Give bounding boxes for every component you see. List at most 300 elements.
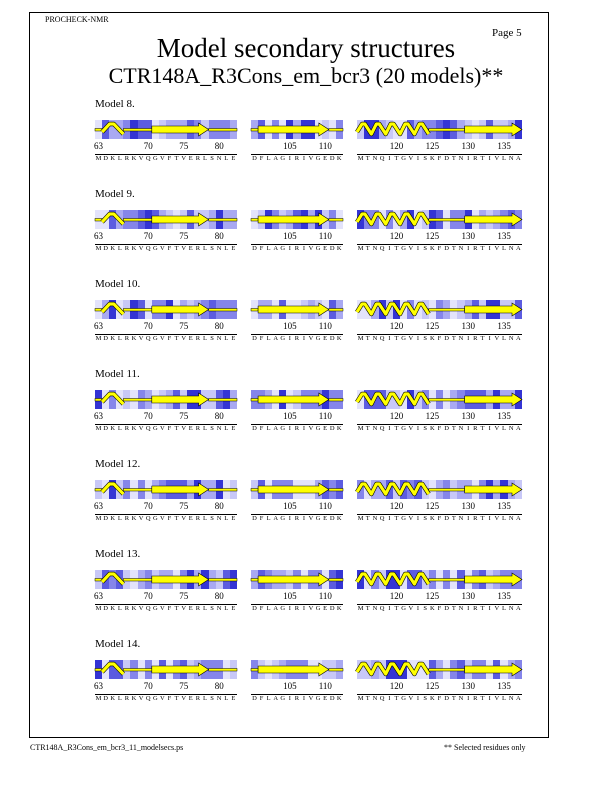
residue-letter: T: [394, 425, 399, 432]
page-subtitle: CTR148A_R3Cons_em_bcr3 (20 models)**: [108, 63, 504, 88]
residue-letter: T: [480, 155, 485, 162]
ss-strip: [251, 300, 343, 319]
residue-letter: I: [488, 155, 491, 162]
residue-letter: A: [516, 155, 521, 162]
strand-arrow: [465, 663, 522, 676]
residue-number-tick: 80: [214, 591, 224, 601]
residue-letter: V: [408, 695, 414, 702]
residue-letter: G: [401, 605, 406, 612]
residue-letter: V: [408, 605, 414, 612]
residue-number-tick: 80: [214, 411, 224, 421]
residue-number-tick: 135: [497, 321, 511, 331]
residue-letter: A: [273, 155, 279, 162]
residue-letter: M: [357, 155, 364, 162]
residue-letter: M: [95, 515, 102, 522]
residue-letter: S: [423, 425, 427, 432]
footer-filename: CTR148A_R3Cons_em_bcr3_11_modelsecs.ps: [30, 743, 184, 752]
coil-segment: [123, 219, 151, 222]
residue-sequence: [251, 335, 343, 342]
residue-letter: K: [429, 425, 435, 432]
residue-letter: G: [152, 695, 158, 702]
residue-letter: V: [160, 695, 165, 702]
residue-letter: V: [408, 245, 414, 252]
residue-letter: D: [444, 605, 449, 612]
residue-letter: V: [308, 695, 314, 702]
residue-letter: K: [110, 695, 116, 702]
residue-letter: E: [231, 425, 236, 432]
residue-letter: V: [308, 155, 314, 162]
residue-number-tick: 130: [461, 231, 475, 241]
residue-letter: I: [302, 335, 306, 342]
residue-sequence: [95, 515, 237, 522]
residue-letter: F: [259, 515, 264, 522]
coil-segment: [429, 219, 465, 222]
coil-segment: [123, 309, 151, 312]
residue-letter: V: [181, 695, 187, 702]
residue-letter: K: [336, 245, 342, 252]
residue-letter: R: [195, 695, 201, 702]
ss-diagram: [95, 480, 237, 499]
residue-letter: T: [365, 425, 370, 432]
residue-letter: R: [294, 245, 300, 252]
residue-letter: M: [95, 695, 102, 702]
coil-segment: [209, 129, 237, 132]
residue-letter: D: [252, 425, 257, 432]
residue-letter: R: [473, 245, 478, 252]
residue-letter: G: [315, 155, 321, 162]
ss-strip: [251, 570, 343, 589]
residue-letter: T: [365, 605, 370, 612]
residue-letter: I: [288, 335, 291, 342]
residue-letter: T: [480, 695, 485, 702]
residue-letter: S: [423, 335, 427, 342]
residue-letter: R: [124, 155, 130, 162]
strand-arrow: [465, 393, 522, 406]
residue-number-tick: 135: [497, 141, 511, 151]
residue-number-tick: 120: [389, 321, 404, 331]
residue-letter: F: [259, 245, 264, 252]
residue-number-tick: 125: [425, 411, 440, 421]
residue-letter: I: [288, 155, 291, 162]
residue-number-tick: 125: [425, 141, 440, 151]
residue-letter: T: [480, 605, 485, 612]
residue-letter: A: [516, 245, 521, 252]
residue-letter: G: [280, 605, 286, 612]
strand-arrow: [258, 663, 329, 676]
residue-letter: F: [167, 335, 172, 342]
residue-letter: E: [188, 335, 193, 342]
strand-arrow: [465, 123, 522, 136]
coil-segment: [251, 129, 258, 132]
residue-letter: R: [473, 425, 478, 432]
ss-diagram: [357, 210, 522, 229]
residue-letter: I: [388, 245, 391, 252]
coil-segment: [429, 309, 465, 312]
residue-letter: N: [508, 695, 514, 702]
residue-letter: K: [131, 335, 137, 342]
residue-number-tick: 105: [283, 501, 297, 511]
coil-segment: [209, 309, 237, 312]
residue-letter: K: [429, 335, 435, 342]
residue-number-tick: 80: [214, 501, 224, 511]
residue-letter: R: [294, 425, 300, 432]
residue-number-tick: 110: [318, 681, 332, 691]
residue-sequence: [95, 605, 237, 612]
ss-strip: [95, 570, 237, 589]
residue-letter: G: [152, 245, 158, 252]
residue-letter: I: [388, 155, 391, 162]
residue-letter: L: [502, 515, 507, 522]
residue-letter: G: [280, 695, 286, 702]
residue-letter: D: [444, 335, 449, 342]
residue-letter: N: [508, 605, 514, 612]
residue-letter: I: [416, 515, 420, 522]
residue-letter: A: [516, 695, 521, 702]
residue-letter: R: [195, 245, 201, 252]
residue-letter: E: [188, 245, 193, 252]
residue-letter: I: [416, 155, 420, 162]
coil-segment: [329, 309, 343, 312]
residue-letter: D: [444, 695, 449, 702]
residue-letter: V: [308, 605, 314, 612]
coil-segment: [251, 399, 258, 402]
residue-letter: G: [152, 425, 158, 432]
residue-letter: E: [231, 335, 236, 342]
residue-letter: G: [315, 425, 321, 432]
residue-number-tick: 70: [143, 411, 153, 421]
coil-segment: [329, 129, 343, 132]
residue-letter: L: [266, 425, 271, 432]
residue-letter: V: [181, 155, 187, 162]
residue-letter: D: [103, 695, 108, 702]
coil-segment: [429, 399, 465, 402]
residue-letter: E: [323, 155, 328, 162]
residue-letter: V: [308, 515, 314, 522]
residue-letter: I: [416, 605, 420, 612]
residue-number-tick: 110: [318, 501, 332, 511]
residue-letter: E: [323, 335, 328, 342]
residue-letter: R: [195, 155, 201, 162]
residue-letter: K: [429, 245, 435, 252]
residue-number-tick: 130: [461, 141, 475, 151]
residue-letter: S: [423, 245, 427, 252]
residue-letter: E: [231, 155, 236, 162]
residue-letter: V: [408, 155, 414, 162]
residue-letter: L: [202, 515, 207, 522]
strand-arrow: [465, 213, 522, 226]
residue-letter: F: [437, 335, 442, 342]
residue-letter: N: [216, 605, 222, 612]
residue-letter: K: [336, 335, 342, 342]
residue-letter: Q: [145, 335, 151, 342]
residue-letter: D: [252, 155, 257, 162]
ss-strip: [357, 390, 522, 409]
residue-number-tick: 135: [497, 231, 511, 241]
residue-letter: K: [131, 155, 137, 162]
residue-letter: K: [110, 515, 116, 522]
residue-letter: K: [131, 515, 137, 522]
residue-letter: V: [160, 515, 165, 522]
residue-letter: K: [110, 605, 116, 612]
residue-letter: Q: [145, 155, 151, 162]
residue-letter: F: [167, 155, 172, 162]
residue-letter: L: [202, 245, 207, 252]
ss-diagram: [95, 570, 237, 589]
residue-letter: N: [372, 155, 378, 162]
residue-letter: K: [429, 695, 435, 702]
residue-letter: I: [388, 335, 391, 342]
ss-diagram: [357, 120, 522, 139]
residue-letter: V: [181, 605, 187, 612]
residue-letter: V: [160, 155, 165, 162]
residue-number-tick: 63: [94, 681, 104, 691]
residue-letter: R: [473, 605, 478, 612]
residue-letter: N: [216, 335, 222, 342]
residue-letter: I: [416, 425, 420, 432]
residue-letter: V: [494, 245, 500, 252]
residue-letter: I: [288, 245, 291, 252]
residue-letter: I: [302, 605, 306, 612]
residue-letter: S: [210, 695, 214, 702]
residue-letter: E: [188, 155, 193, 162]
residue-letter: L: [117, 605, 122, 612]
residue-number-tick: 120: [389, 411, 404, 421]
residue-letter: A: [516, 515, 521, 522]
residue-letter: N: [372, 515, 378, 522]
residue-letter: R: [124, 515, 130, 522]
residue-number-tick: 120: [389, 501, 404, 511]
residue-letter: L: [266, 515, 271, 522]
residue-letter: T: [480, 245, 485, 252]
residue-letter: T: [365, 155, 370, 162]
residue-letter: K: [110, 245, 116, 252]
residue-letter: Q: [379, 515, 385, 522]
residue-letter: S: [210, 515, 214, 522]
residue-letter: E: [231, 695, 236, 702]
ss-diagram: [357, 660, 522, 679]
residue-letter: N: [216, 245, 222, 252]
residue-letter: R: [473, 335, 478, 342]
coil-segment: [251, 219, 258, 222]
residue-letter: T: [451, 695, 456, 702]
residue-letter: L: [502, 605, 507, 612]
residue-letter: A: [516, 425, 521, 432]
residue-letter: Q: [379, 695, 385, 702]
residue-letter: V: [160, 605, 165, 612]
residue-letter: N: [508, 335, 514, 342]
residue-letter: V: [160, 245, 165, 252]
strand-arrow: [258, 573, 329, 586]
residue-letter: K: [110, 335, 116, 342]
residue-letter: D: [252, 695, 257, 702]
residue-letter: I: [388, 425, 391, 432]
residue-letter: D: [103, 515, 108, 522]
residue-letter: R: [473, 155, 478, 162]
residue-letter: N: [216, 695, 222, 702]
residue-letter: T: [365, 515, 370, 522]
residue-letter: K: [110, 155, 116, 162]
residue-number-tick: 80: [214, 321, 224, 331]
residue-letter: F: [437, 245, 442, 252]
model-label: Model 10.: [95, 278, 141, 290]
ss-strip: [95, 480, 237, 499]
residue-letter: S: [210, 605, 214, 612]
residue-sequence: [95, 245, 237, 252]
residue-letter: R: [294, 155, 300, 162]
residue-number-tick: 135: [497, 501, 511, 511]
residue-letter: M: [357, 245, 364, 252]
residue-letter: D: [252, 515, 257, 522]
residue-letter: T: [365, 245, 370, 252]
residue-letter: K: [429, 515, 435, 522]
residue-sequence: [357, 155, 522, 162]
residue-letter: L: [224, 155, 229, 162]
residue-letter: F: [167, 245, 172, 252]
residue-letter: D: [329, 605, 335, 612]
residue-letter: R: [124, 695, 130, 702]
residue-letter: F: [259, 695, 264, 702]
residue-letter: D: [103, 245, 108, 252]
residue-letter: V: [138, 335, 144, 342]
residue-letter: F: [437, 425, 442, 432]
residue-letter: N: [458, 515, 464, 522]
residue-letter: V: [408, 425, 414, 432]
residue-letter: S: [210, 245, 214, 252]
coil-segment: [329, 399, 343, 402]
residue-number-tick: 105: [283, 321, 297, 331]
model-label: Model 8.: [95, 98, 135, 110]
residue-sequence: [357, 425, 522, 432]
residue-letter: R: [473, 515, 478, 522]
residue-letter: A: [516, 335, 521, 342]
residue-number-tick: 70: [143, 231, 153, 241]
residue-number-tick: 75: [179, 591, 189, 601]
residue-letter: L: [266, 605, 271, 612]
residue-sequence: [251, 515, 343, 522]
model-label: Model 11.: [95, 368, 140, 380]
residue-sequence: [251, 425, 343, 432]
residue-number-tick: 105: [283, 681, 297, 691]
ss-strip: [95, 660, 237, 679]
residue-letter: I: [488, 695, 491, 702]
residue-number-tick: 80: [214, 141, 224, 151]
residue-letter: Q: [145, 515, 151, 522]
residue-letter: G: [315, 245, 321, 252]
residue-letter: D: [252, 245, 257, 252]
coil-segment: [329, 579, 343, 582]
residue-letter: D: [103, 605, 108, 612]
residue-number-tick: 120: [389, 681, 404, 691]
residue-letter: E: [323, 515, 328, 522]
residue-letter: M: [357, 695, 364, 702]
residue-letter: S: [423, 515, 427, 522]
residue-letter: N: [458, 425, 464, 432]
residue-letter: R: [124, 335, 130, 342]
residue-number-tick: 70: [143, 501, 153, 511]
strand-arrow: [258, 123, 329, 136]
residue-letter: I: [467, 245, 470, 252]
footer-note: ** Selected residues only: [444, 743, 526, 752]
residue-letter: L: [224, 605, 229, 612]
residue-letter: I: [416, 335, 420, 342]
residue-letter: T: [451, 335, 456, 342]
residue-letter: F: [167, 605, 172, 612]
coil-segment: [123, 489, 151, 492]
residue-letter: T: [394, 155, 399, 162]
residue-letter: F: [167, 515, 172, 522]
residue-letter: L: [502, 695, 507, 702]
ss-strip: [251, 390, 343, 409]
strand-arrow: [465, 303, 522, 316]
residue-letter: G: [280, 245, 286, 252]
residue-letter: L: [502, 245, 507, 252]
residue-letter: G: [315, 605, 321, 612]
residue-letter: R: [195, 335, 201, 342]
residue-letter: F: [437, 605, 442, 612]
residue-letter: K: [336, 425, 342, 432]
residue-number-tick: 75: [179, 321, 189, 331]
residue-letter: E: [188, 425, 193, 432]
residue-letter: L: [117, 155, 122, 162]
residue-number-tick: 63: [94, 141, 104, 151]
residue-letter: I: [416, 245, 420, 252]
model-label: Model 13.: [95, 548, 141, 560]
residue-letter: G: [401, 155, 406, 162]
residue-letter: V: [494, 425, 500, 432]
residue-letter: L: [502, 425, 507, 432]
ss-diagram: [251, 660, 343, 679]
residue-letter: E: [188, 605, 193, 612]
residue-letter: Q: [145, 425, 151, 432]
residue-letter: V: [408, 335, 414, 342]
model-label: Model 14.: [95, 638, 141, 650]
residue-letter: Q: [145, 245, 151, 252]
residue-number-tick: 130: [461, 501, 475, 511]
residue-number-tick: 125: [425, 591, 440, 601]
strand-arrow: [152, 663, 209, 676]
residue-letter: S: [210, 335, 214, 342]
residue-letter: M: [95, 155, 102, 162]
strand-arrow: [152, 573, 209, 586]
residue-letter: A: [273, 605, 279, 612]
residue-letter: D: [329, 335, 335, 342]
residue-letter: T: [394, 695, 399, 702]
residue-letter: N: [458, 695, 464, 702]
residue-number-tick: 130: [461, 411, 475, 421]
residue-number-tick: 80: [214, 231, 224, 241]
residue-letter: Q: [145, 695, 151, 702]
ss-strip: [357, 570, 522, 589]
ss-strip: [251, 120, 343, 139]
residue-number-tick: 75: [179, 141, 189, 151]
residue-letter: D: [329, 245, 335, 252]
residue-letter: N: [508, 425, 514, 432]
strand-arrow: [152, 393, 209, 406]
residue-letter: T: [174, 155, 179, 162]
residue-letter: D: [103, 335, 108, 342]
residue-letter: K: [429, 605, 435, 612]
residue-number-tick: 80: [214, 681, 224, 691]
residue-letter: T: [394, 335, 399, 342]
residue-number-tick: 125: [425, 681, 440, 691]
residue-letter: L: [202, 335, 207, 342]
residue-letter: T: [174, 335, 179, 342]
residue-letter: Q: [379, 155, 385, 162]
residue-letter: V: [308, 245, 314, 252]
residue-number-tick: 130: [461, 591, 475, 601]
residue-letter: S: [210, 155, 214, 162]
residue-sequence: [95, 155, 237, 162]
